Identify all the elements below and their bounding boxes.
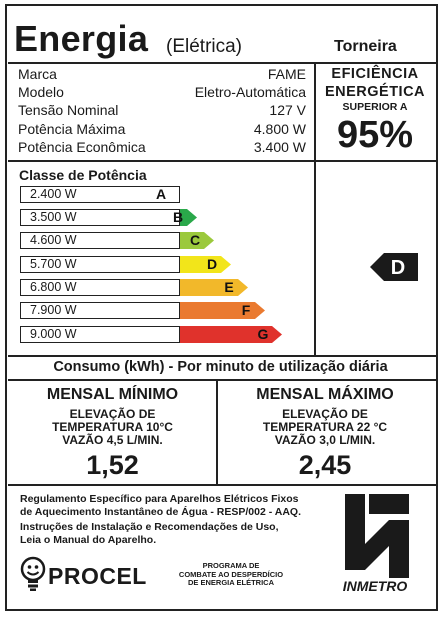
- consumption-min-line2: TEMPERATURA 10°C: [52, 420, 173, 434]
- current-class-indicator: [370, 253, 418, 286]
- divider: [8, 484, 436, 486]
- consumption-title: Consumo (kWh) - Por minuto de utilização diária: [53, 359, 388, 375]
- divider: [8, 379, 436, 381]
- consumption-max: [218, 386, 432, 481]
- consumption-min: [10, 386, 215, 481]
- procel-desc-line: DE ENERGIA ELÉTRICA: [188, 578, 274, 587]
- power-class-letter: G: [257, 326, 269, 342]
- spec-label: Marca: [18, 66, 57, 82]
- procel-desc-line: PROGRAMA DE: [202, 561, 260, 570]
- spec-value: 127 V: [269, 102, 306, 118]
- inmetro-name: INMETRO: [342, 578, 408, 594]
- procel-lightbulb-icon: [19, 556, 47, 592]
- consumption-min-line3: VAZÃO 4,5 L/MIN.: [62, 433, 163, 447]
- consumption-max-line1: ELEVAÇÃO DE: [282, 407, 368, 421]
- spec-row: [18, 139, 306, 157]
- divider: [8, 160, 436, 162]
- divider: [314, 62, 316, 356]
- power-class-letter: D: [206, 256, 218, 272]
- instructions-line: Leia o Manual do Aparelho.: [20, 533, 157, 546]
- efficiency-value: 95%: [336, 114, 414, 156]
- power-class-letter: A: [155, 186, 167, 202]
- spec-label: Modelo: [18, 84, 64, 100]
- spec-label: Potência Máxima: [18, 121, 126, 137]
- power-class-letter: E: [224, 279, 234, 295]
- procel-name: PROCEL: [48, 563, 147, 589]
- spec-value: FAME: [267, 66, 306, 82]
- spec-row: [18, 66, 306, 84]
- power-class-value: 3.500 W: [20, 209, 180, 226]
- label-title: Energia: [14, 18, 149, 59]
- regulation-text: [20, 493, 340, 546]
- divider: [8, 62, 436, 64]
- consumption-min-value: 1,52: [86, 450, 139, 480]
- spec-value: Eletro-Automática: [194, 84, 306, 100]
- current-class-letter: D: [390, 257, 406, 279]
- power-class-letter: C: [189, 232, 201, 248]
- efficiency-line3: SUPERIOR A: [342, 101, 408, 113]
- spec-value: 4.800 W: [253, 121, 306, 137]
- product-type: Torneira: [334, 38, 397, 55]
- inmetro-logo-icon: [345, 494, 409, 578]
- instructions-line: Instruções de Instalação e Recomendações de Uso,: [20, 521, 279, 533]
- consumption-min-line1: ELEVAÇÃO DE: [69, 407, 156, 421]
- power-class-value: 2.400 W: [20, 186, 180, 203]
- consumption-min-heading: MENSAL MÍNIMO: [46, 386, 179, 403]
- consumption-max-heading: MENSAL MÁXIMO: [256, 386, 394, 403]
- consumption-max-value: 2,45: [298, 450, 352, 480]
- power-class-letter: B: [172, 209, 184, 225]
- divider: [8, 355, 436, 357]
- current-class-arrow-icon: [370, 253, 418, 281]
- consumption-max-line3: VAZÃO 3,0 L/MIN.: [274, 433, 376, 447]
- spec-label: Tensão Nominal: [18, 102, 119, 118]
- spec-label: Potência Econômica: [18, 139, 146, 155]
- spec-row: [18, 84, 306, 102]
- label-subtitle: (Elétrica): [166, 36, 243, 57]
- efficiency-line2: ENERGÉTICA: [324, 84, 426, 100]
- power-class-title: Classe de Potência: [19, 167, 147, 183]
- regulation-line: de Aquecimento Instantâneo de Água - RESP/002 - AAQ.: [20, 505, 302, 518]
- procel-description: [174, 562, 288, 588]
- spec-value: 3.400 W: [253, 139, 306, 155]
- procel-desc-line: COMBATE AO DESPERDÍCIO: [178, 569, 284, 579]
- power-class-letter: F: [241, 302, 251, 318]
- power-class-value: 5.700 W: [20, 256, 180, 273]
- power-class-value: 7.900 W: [20, 302, 180, 319]
- consumption-max-line2: TEMPERATURA 22 °C: [262, 420, 388, 434]
- procel-logo: [19, 556, 47, 597]
- regulation-line: Regulamento Específico para Aparelhos Elétricos Fixos: [20, 493, 299, 505]
- power-class-value: 4.600 W: [20, 232, 180, 249]
- spec-row: [18, 121, 306, 139]
- inmetro-logo: [345, 494, 409, 583]
- spec-row: [18, 102, 306, 120]
- power-class-value: 6.800 W: [20, 279, 180, 296]
- efficiency-line1: EFICIÊNCIA: [331, 66, 419, 82]
- power-class-value: 9.000 W: [20, 326, 180, 343]
